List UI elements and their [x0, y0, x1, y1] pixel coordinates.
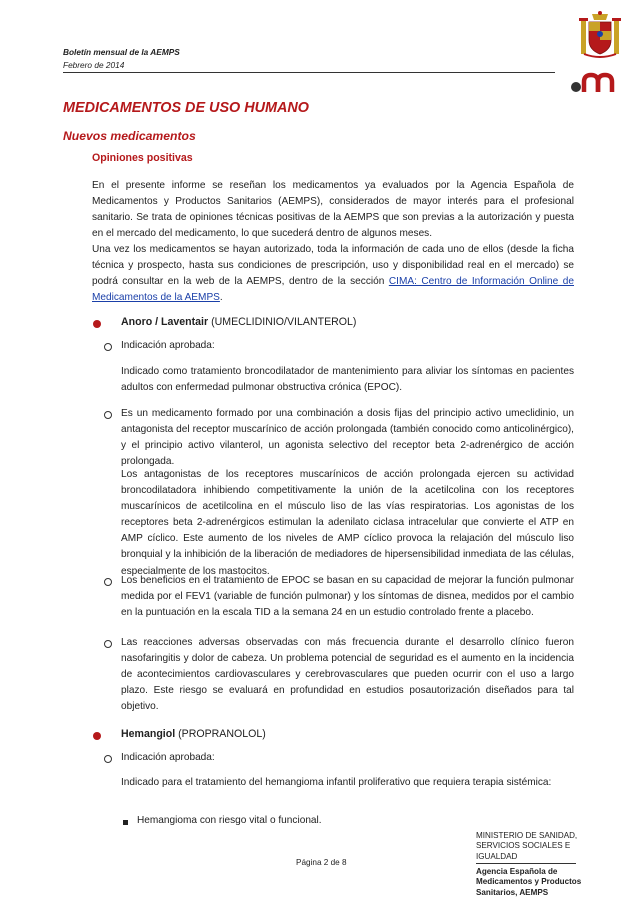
drug2-subitem: Hemangioma con riesgo vital o funcional. — [137, 815, 322, 826]
header-rule — [63, 72, 555, 73]
drug2-name: Hemangiol — [121, 728, 176, 740]
bulletin-date: Febrero de 2014 — [63, 60, 125, 70]
drug1-composition: Es un medicamento formado por una combinación a dosis fijas del principio activo umeclidinio, un antagonista del receptor muscarínico de acción prolongada (también conocido como anticolinérgico), y el principio activo vilanterol, un agonista selectivo del receptor beta 2-adrenérgico de acción prolongada. — [121, 408, 574, 468]
aemps-logo-icon — [570, 72, 622, 94]
ministry-name — [476, 831, 577, 862]
agency-line: Sanitarios, AEMPS — [476, 887, 549, 897]
drug1-indication-bullet-icon — [104, 343, 112, 351]
intro-paragraph-2-text: Una vez los medicamentos se hayan autorizado, toda la información de cada uno de ellos (desde la ficha técnica y prospecto, hasta sus condiciones de prescripción, uso y disponibilidad real en el mercado) se podrá consultar en la web de la AEMPS, dentro de la sección — [92, 244, 574, 288]
drug1-name: Anoro / Laventair — [121, 316, 209, 328]
drug2-actives: (PROPRANOLOL) — [175, 728, 266, 740]
intro-paragraph-1: En el presente informe se reseñan los medicamentos ya evaluados por la Agencia Española de Medicamentos y Productos Sanitarios (AEMPS), considerados de mayor interés para el profesional sanitario. Se trata de opiniones técnicas positivas de la AEMPS que son previas a la autorización y puesta en el mercado del medicamento, lo que sucederá dentro de algunos meses. — [92, 180, 574, 240]
bulletin-title: Boletín mensual de la AEMPS — [63, 47, 180, 57]
drug1-benefits: Los beneficios en el tratamiento de EPOC se basan en su capacidad de mejorar la función pulmonar medida por el FEV1 (variable de función pulmonar) y los síntomas de disnea, medidos por el cambio en la puntuación en la escala TID a la semana 24 en un estudio controlado frente a placebo. — [121, 575, 574, 619]
drug2-indication-label: Indicación aprobada: — [121, 752, 215, 763]
drug1-mechanism: Los antagonistas de los receptores muscarínicos de acción prolongada ejercen su actividad broncodilatadora inhibiendo competitivamente la unión de la acetilcolina con los receptores muscarínicos de acetilcolina en el músculo liso de las vías respiratorias. Los agonistas de los receptores beta 2-adrenérgicos estimulan la adenilato ciclasa intracelular que convierte el ATP en AMP cíclico. Este aumento de los niveles de AMP cíclico provoca la relajación del músculo liso bronquial y la inhibición de la liberación de mediadores de hipersensibilidad inmediata de las células, especialmente de los mastocitos. — [121, 469, 574, 577]
drug1-adverse-bullet-icon — [104, 640, 112, 648]
drug2-bullet-icon — [93, 732, 101, 740]
ministry-line: IGUALDAD — [476, 851, 518, 861]
drug1-bullet-icon — [93, 320, 101, 328]
drug2-title — [121, 728, 266, 740]
subsection-title: Nuevos medicamentos — [63, 129, 196, 143]
drug1-benefits-bullet-icon — [104, 578, 112, 586]
drug1-indication-label: Indicación aprobada: — [121, 340, 215, 351]
drug1-indication-text: Indicado como tratamiento broncodilatador de mantenimiento para aliviar los síntomas en pacientes adultos con enfermedad pulmonar obstructiva crónica (EPOC). — [121, 366, 574, 394]
drug2-indication-text: Indicado para el tratamiento del hemangioma infantil proliferativo que requiera terapia sistémica: — [121, 777, 552, 788]
spanish-coat-of-arms-icon — [578, 10, 622, 62]
ministry-line: SERVICIOS SOCIALES E — [476, 841, 571, 851]
footer-rule — [476, 863, 576, 864]
ministry-line: MINISTERIO DE SANIDAD, — [476, 831, 578, 840]
drug1-composition-bullet-icon — [104, 411, 112, 419]
agency-name — [476, 867, 581, 898]
page-number: Página 2 de 8 — [296, 858, 347, 867]
section-title: MEDICAMENTOS DE USO HUMANO — [63, 100, 309, 116]
drug2-indication-bullet-icon — [104, 755, 112, 763]
agency-line: Medicamentos y Productos — [476, 877, 582, 887]
drug1-adverse: Las reacciones adversas observadas con más frecuencia durante el desarrollo clínico fueron nasofaringitis y dolor de cabeza. Un problema potencial de seguridad es el aumento en la incidencia de acontecimientos cardiovasculares y cerebrovasculares que pueden ocurrir con el uso a largo plazo. Este riesgo se evaluará en profundidad en estudios posautorización diseñados para tal objetivo. — [121, 637, 574, 713]
intro-paragraph-2 — [92, 242, 574, 306]
drug1-title — [121, 316, 356, 328]
opinions-heading: Opiniones positivas — [92, 152, 193, 164]
agency-line: Agencia Española de — [476, 867, 558, 876]
intro-paragraph-2-end: . — [219, 292, 223, 304]
cima-link[interactable]: CIMA: Centro de Información Online de Medicamentos de la AEMPS — [92, 276, 574, 304]
drug2-subitem-bullet-icon — [123, 820, 128, 825]
drug1-actives: (UMECLIDINIO/VILANTEROL) — [208, 316, 357, 328]
